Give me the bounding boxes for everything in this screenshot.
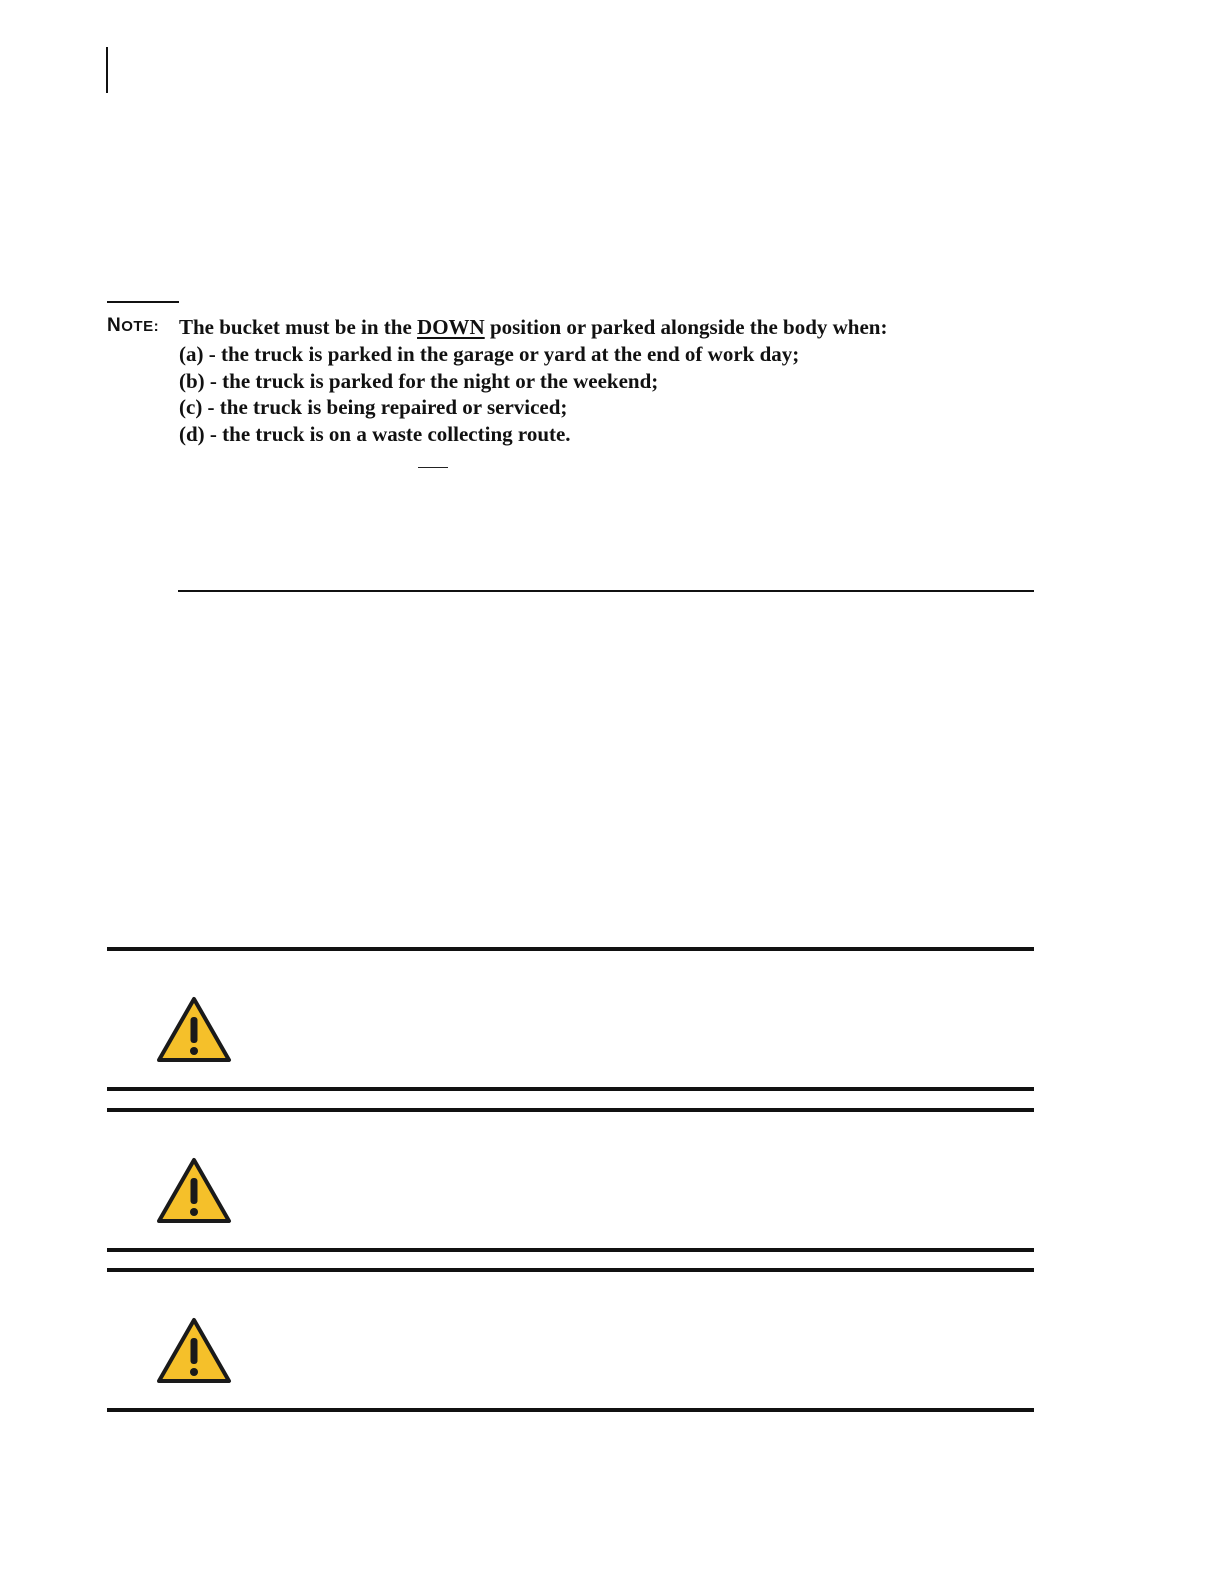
note-emphasis: DOWN xyxy=(417,315,485,339)
warning-triangle-icon xyxy=(156,996,232,1064)
warning-box-2 xyxy=(107,1108,1034,1252)
warning-box-1 xyxy=(107,947,1034,1091)
short-dash-mark xyxy=(418,467,448,468)
revision-change-bar xyxy=(106,47,108,93)
note-item-c: (c) - the truck is being repaired or serviced; xyxy=(179,395,568,420)
warning-triangle-icon xyxy=(156,1157,232,1225)
note-label: NOTE: xyxy=(107,315,160,336)
section-divider xyxy=(178,590,1034,592)
note-lead: The bucket must be in the DOWN position or parked alongside the body when: xyxy=(179,315,888,339)
note-text xyxy=(179,314,887,448)
note-item-a: (a) - the truck is parked in the garage or yard at the end of work day; xyxy=(179,341,800,366)
warning-triangle-icon xyxy=(156,1317,232,1385)
note-item-d: (d) - the truck is on a waste collecting route. xyxy=(179,422,571,447)
note-top-rule xyxy=(107,301,179,303)
note-item-b: (b) - the truck is parked for the night or the weekend; xyxy=(179,368,659,393)
warning-box-3 xyxy=(107,1268,1034,1412)
